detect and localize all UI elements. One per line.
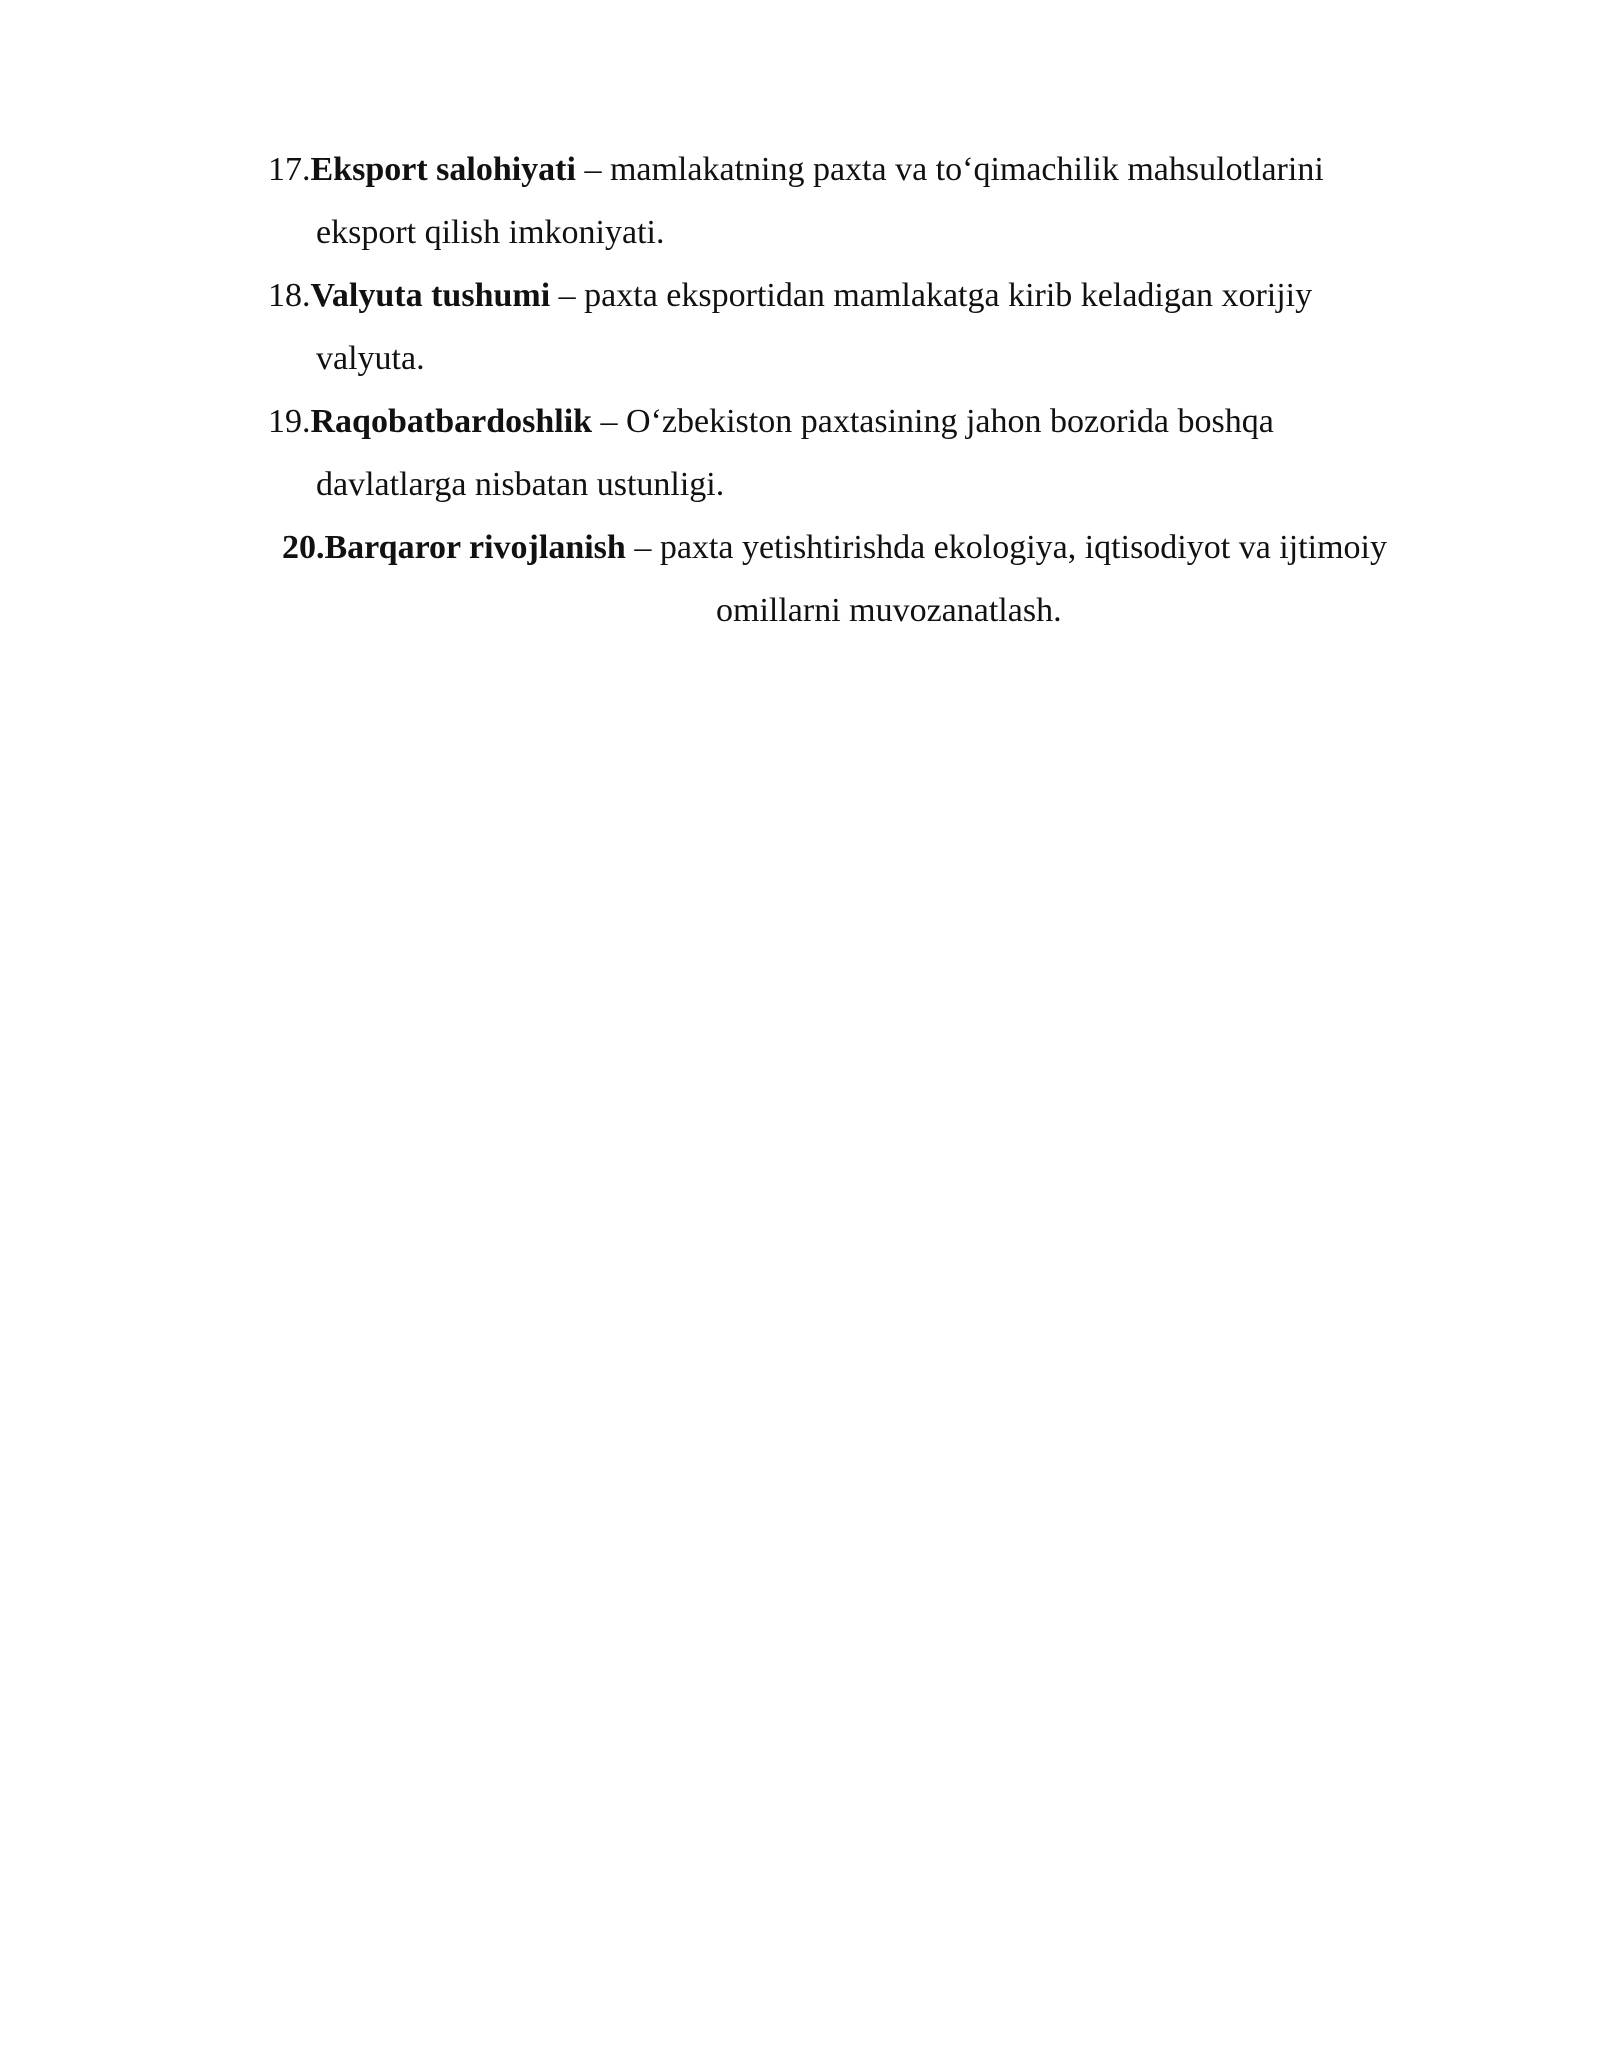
item-definition: – mamlakatning paxta va to‘qimachilik mahsulotlarini xyxy=(575,151,1324,188)
list-item-17-continuation: eksport qilish imkoniyati. xyxy=(316,214,665,251)
item-term: Raqobatbardoshlik xyxy=(310,403,593,440)
item-term: Barqaror rivojlanish xyxy=(324,529,626,566)
list-item-17 xyxy=(268,138,1324,201)
list-item-20 xyxy=(282,516,1387,579)
item-term: Valyuta tushumi xyxy=(310,277,551,314)
item-number: 17. xyxy=(268,151,311,188)
item-definition: – paxta yetishtirishda ekologiya, iqtisodiyot va ijtimoiy xyxy=(625,529,1387,566)
item-term: Eksport salohiyati xyxy=(310,151,576,188)
item-number: 19. xyxy=(268,403,311,440)
list-item-19-continuation: davlatlarga nisbatan ustunligi. xyxy=(316,466,725,503)
item-definition: – paxta eksportidan mamlakatga kirib keladigan xorijiy xyxy=(550,277,1313,314)
list-item-20-continuation: omillarni muvozanatlash. xyxy=(716,592,1062,629)
list-item-19 xyxy=(268,390,1274,453)
list-item-18 xyxy=(268,264,1312,327)
item-number: 18. xyxy=(268,277,311,314)
item-number: 20. xyxy=(282,529,325,566)
item-definition: – O‘zbekiston paxtasining jahon bozorida boshqa xyxy=(592,403,1274,440)
list-item-18-continuation: valyuta. xyxy=(316,340,425,377)
